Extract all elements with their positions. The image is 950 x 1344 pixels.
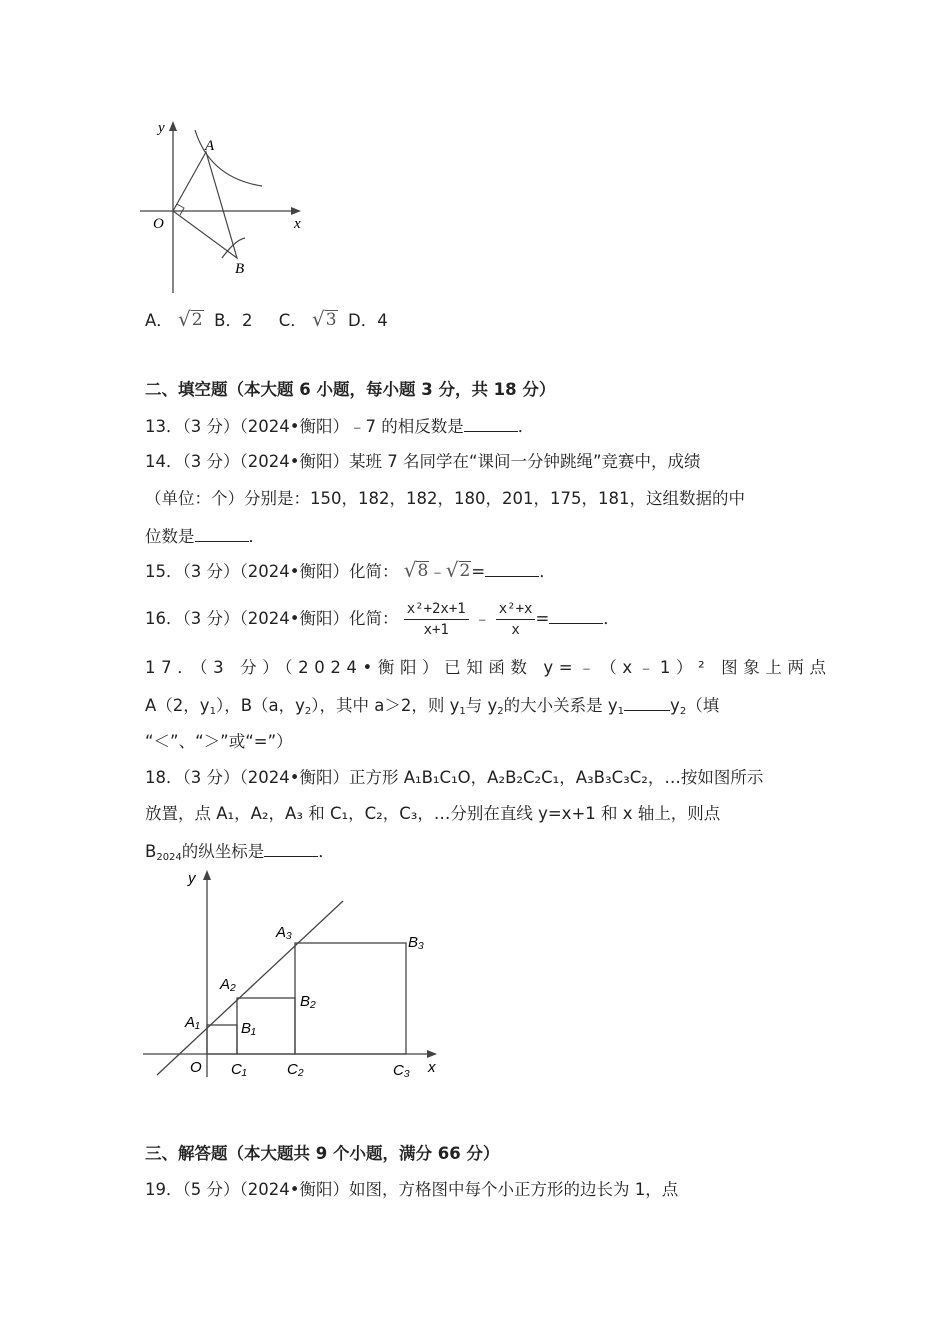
q16-fraction-1: $\frac{\text{x²+2x+1}}{x+1}$ xyxy=(404,599,469,640)
label-b2: B₂ xyxy=(300,993,316,1010)
q14-line-3-text: 位数是 xyxy=(145,527,195,546)
triangle-oab xyxy=(173,152,237,258)
question-14-line-2: （单位：个）分别是：150，182，182，180，201，175，181，这组数据的中 xyxy=(145,489,745,508)
label-x: x xyxy=(294,216,301,232)
question-17-line-2: A（2，$y_1$），B（a，$y_2$），其中 a＞2，则 $y_1$与 $y_2$的大小关系是 $y_1$ $y_2$（填 xyxy=(145,696,720,717)
q12-options xyxy=(145,309,388,332)
label-o: O xyxy=(153,216,164,232)
option-b-value: 2 xyxy=(241,311,253,330)
option-b-label: B． xyxy=(214,311,242,330)
figure-1-hyperbola-triangle xyxy=(140,118,315,298)
question-13 xyxy=(145,415,534,438)
label-x: x xyxy=(428,1059,436,1076)
option-a-radicand: 2 xyxy=(191,310,203,330)
q15-answer-blank[interactable] xyxy=(485,560,539,577)
question-16 xyxy=(145,598,620,640)
q13-end: ． xyxy=(517,417,535,436)
q18-answer-blank[interactable] xyxy=(264,840,318,857)
label-b: B xyxy=(235,261,245,277)
label-c2: C₂ xyxy=(287,1061,304,1078)
question-14-line-1: 14．（3 分）（2024•衡阳）某班 7 名同学在“课间一分钟跳绳”竞赛中，成绩 xyxy=(145,452,701,471)
x-axis-arrow xyxy=(427,1050,437,1058)
label-o: O xyxy=(190,1059,202,1076)
q14-end: ． xyxy=(248,527,265,546)
label-b3: B₃ xyxy=(408,934,424,951)
q15-minus: ﹣ xyxy=(429,562,446,581)
right-angle-mark xyxy=(177,204,184,215)
option-c-label: C． xyxy=(278,311,307,330)
q15-end: ． xyxy=(539,562,556,581)
question-17-line-1: 17．（3 分）（2024•衡阳）已知函数 y=﹣（x﹣1）² 图象上两点 xyxy=(145,658,832,677)
q13-answer-blank[interactable] xyxy=(464,415,518,432)
option-c-radicand: 3 xyxy=(325,310,337,330)
question-18-line-1: 18．（3 分）（2024•衡阳）正方形 A₁B₁C₁O，A₂B₂C₂C₁，A₃B₃C₃C₂，…按如图所示 xyxy=(145,768,764,787)
q15-sqrt-8: √ 8 xyxy=(403,558,429,582)
y-axis-arrow xyxy=(203,870,211,880)
q13-text: 13．（3 分）（2024•衡阳）﹣7 的相反数是 xyxy=(145,417,464,436)
option-d-value: 4 xyxy=(377,311,388,330)
label-y: y xyxy=(188,870,196,887)
question-14-line-3 xyxy=(145,525,265,548)
question-17-line-3: “＜”、“＞”或“=”） xyxy=(145,732,293,751)
label-y: y xyxy=(158,120,165,136)
figure-2-squares xyxy=(140,865,445,1085)
q16-fraction-2: $\frac{\text{x²+x}}{x}$ xyxy=(496,599,536,640)
question-19-line-1: 19．（5 分）（2024•衡阳）如图，方格图中每个小正方形的边长为 1，点 xyxy=(145,1180,679,1199)
option-a-label: A． xyxy=(145,311,173,330)
q14-answer-blank[interactable] xyxy=(195,525,249,542)
label-a3: A₃ xyxy=(276,924,292,941)
q16-equals: = xyxy=(535,609,550,628)
option-c-sqrt: √ 3 xyxy=(311,307,337,331)
label-a: A xyxy=(205,138,215,154)
q16-answer-blank[interactable] xyxy=(549,607,603,624)
question-18-line-3: $B_{2024}$的纵坐标是 ． xyxy=(145,842,335,863)
label-a2: A₂ xyxy=(220,976,236,993)
option-d-label: D． xyxy=(348,311,378,330)
question-18-line-2: 放置，点 A₁，A₂，A₃ 和 C₁，C₂，C₃，…分别在直线 y=x+1 和 x 轴上，则点 xyxy=(145,804,721,823)
label-b1: B₁ xyxy=(241,1020,256,1037)
question-15 xyxy=(145,560,556,583)
q15-prefix: 15．（3 分）（2024•衡阳）化简： xyxy=(145,562,399,581)
section-3-title: 三、解答题（本大题共 9 个小题，满分 66 分） xyxy=(145,1144,500,1163)
section-2-title: 二、填空题（本大题 6 小题，每小题 3 分，共 18 分） xyxy=(145,380,556,399)
q15-equals: = xyxy=(471,562,486,581)
q16-minus: ﹣ xyxy=(473,609,491,628)
line-y-equals-x-plus-1 xyxy=(157,901,343,1075)
q16-end: ． xyxy=(603,609,620,628)
y-axis-arrow xyxy=(169,121,177,131)
q15-sqrt-2: √ 2 xyxy=(445,558,471,582)
option-a-sqrt: √ 2 xyxy=(178,307,203,331)
label-a1: A₁ xyxy=(185,1014,200,1031)
label-c1: C₁ xyxy=(231,1061,247,1078)
q16-prefix: 16．（3 分）（2024•衡阳）化简： xyxy=(145,609,399,628)
square-1 xyxy=(207,1025,237,1054)
x-axis-arrow xyxy=(291,207,301,215)
q17-answer-blank[interactable] xyxy=(624,694,670,711)
label-c3: C₃ xyxy=(393,1062,410,1079)
